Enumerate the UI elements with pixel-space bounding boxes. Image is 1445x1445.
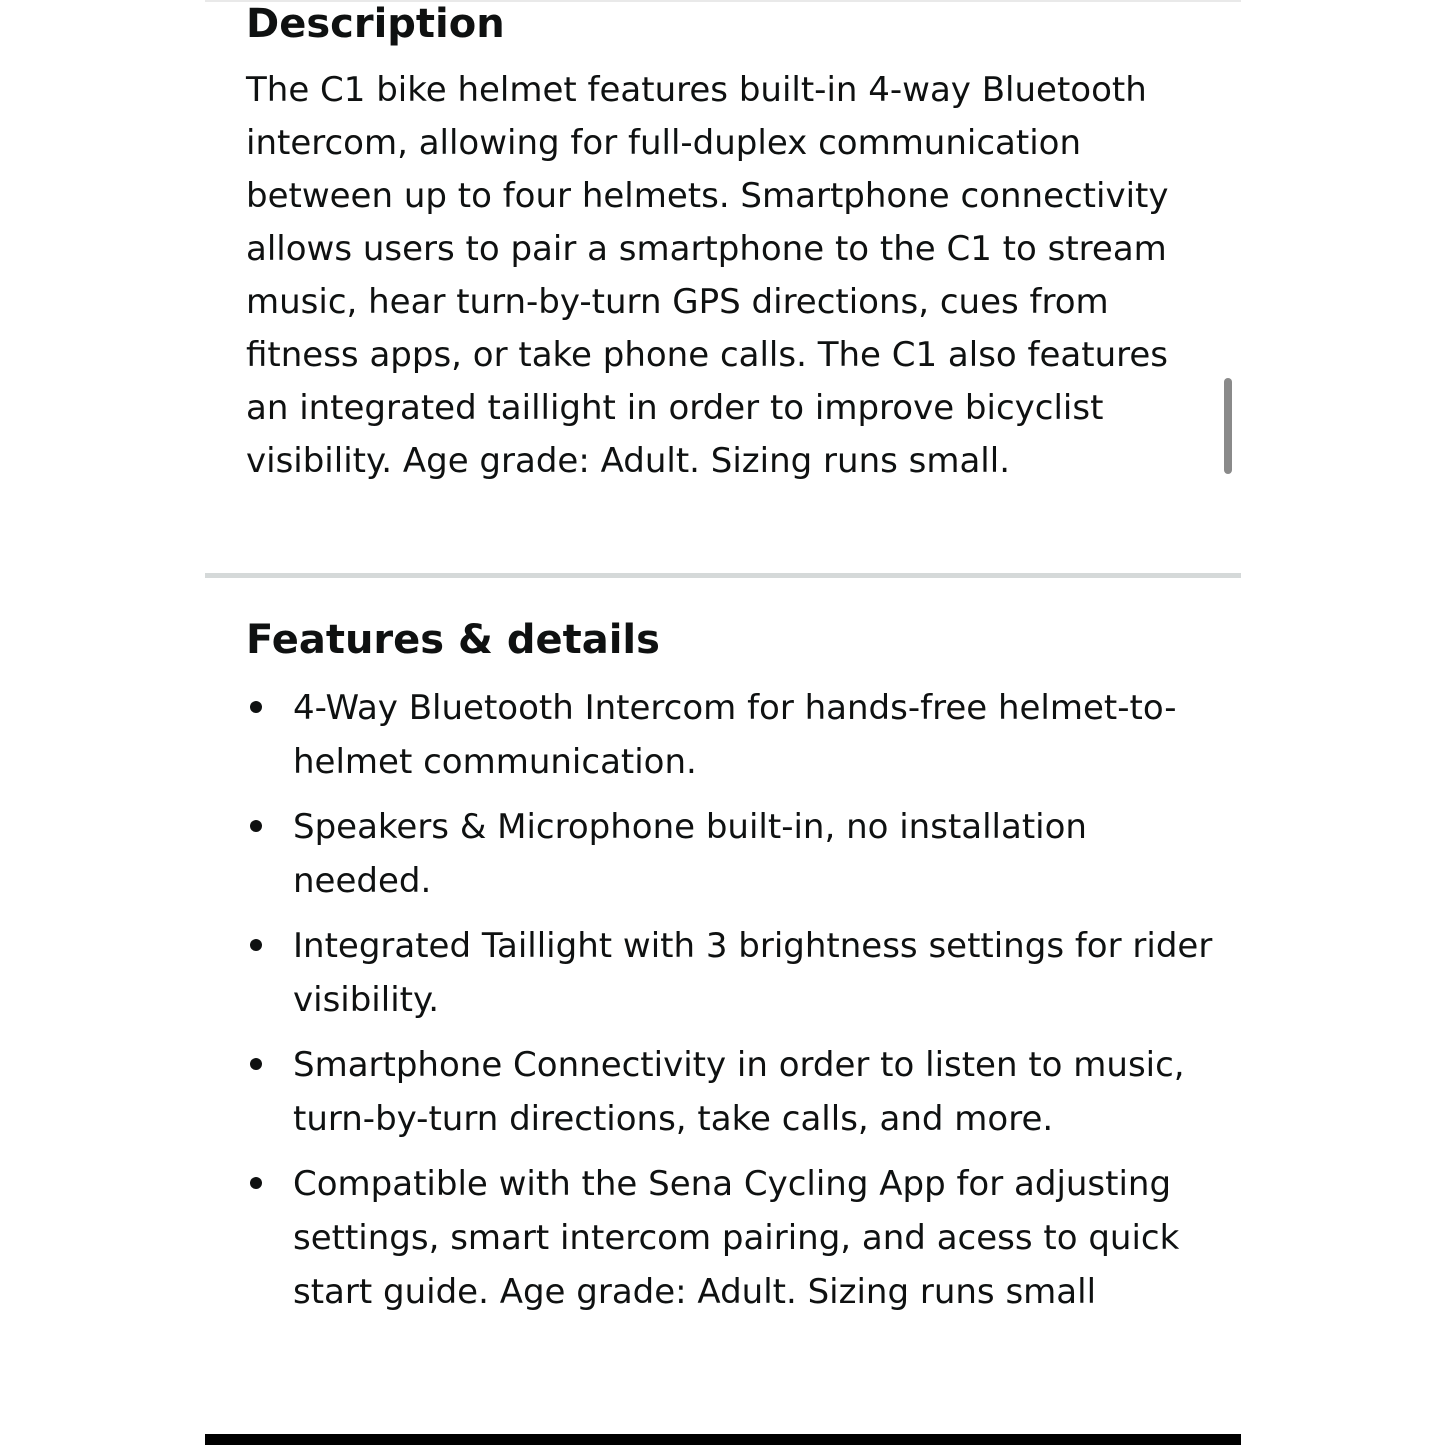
bullet-icon	[250, 820, 262, 832]
feature-text: Compatible with the Sena Cycling App for adjusting settings, smart intercom pairing, and acess to quick start guide. Age grade: Adult. Sizing runs small	[293, 1164, 1180, 1312]
feature-item	[246, 1038, 1226, 1146]
bottom-bar	[205, 1434, 1241, 1445]
description-heading: Description	[246, 1, 505, 47]
bullet-icon	[250, 939, 262, 951]
scrollbar-thumb[interactable]	[1224, 378, 1232, 474]
feature-text: Speakers & Microphone built-in, no installation needed.	[293, 807, 1087, 901]
description-text: The C1 bike helmet features built-in 4-way Bluetooth intercom, allowing for full-duplex communication between up to four helmets. Smartphone connectivity allows users to pair a smartphone to the C1 to stream music, hear turn-by-turn GPS directions, cues from fitness apps, or take phone calls. The C1 also features an integrated taillight in order to improve bicyclist visibility. Age grade: Adult. Sizing runs small.	[246, 70, 1169, 481]
features-heading: Features & details	[246, 617, 660, 663]
section-divider	[205, 573, 1241, 578]
feature-item	[246, 1157, 1226, 1319]
feature-item	[246, 800, 1226, 908]
feature-item	[246, 919, 1226, 1027]
features-list	[246, 681, 1226, 1330]
feature-text: Integrated Taillight with 3 brightness settings for rider visibility.	[293, 926, 1213, 1020]
product-details-panel[interactable]	[205, 0, 1241, 1445]
feature-item	[246, 681, 1226, 789]
bullet-icon	[250, 1177, 262, 1189]
bullet-icon	[250, 701, 262, 713]
feature-text: Smartphone Connectivity in order to listen to music, turn-by-turn directions, take calls, and more.	[293, 1045, 1185, 1139]
bullet-icon	[250, 1058, 262, 1070]
feature-text: 4-Way Bluetooth Intercom for hands-free helmet-to-helmet communication.	[293, 688, 1177, 782]
